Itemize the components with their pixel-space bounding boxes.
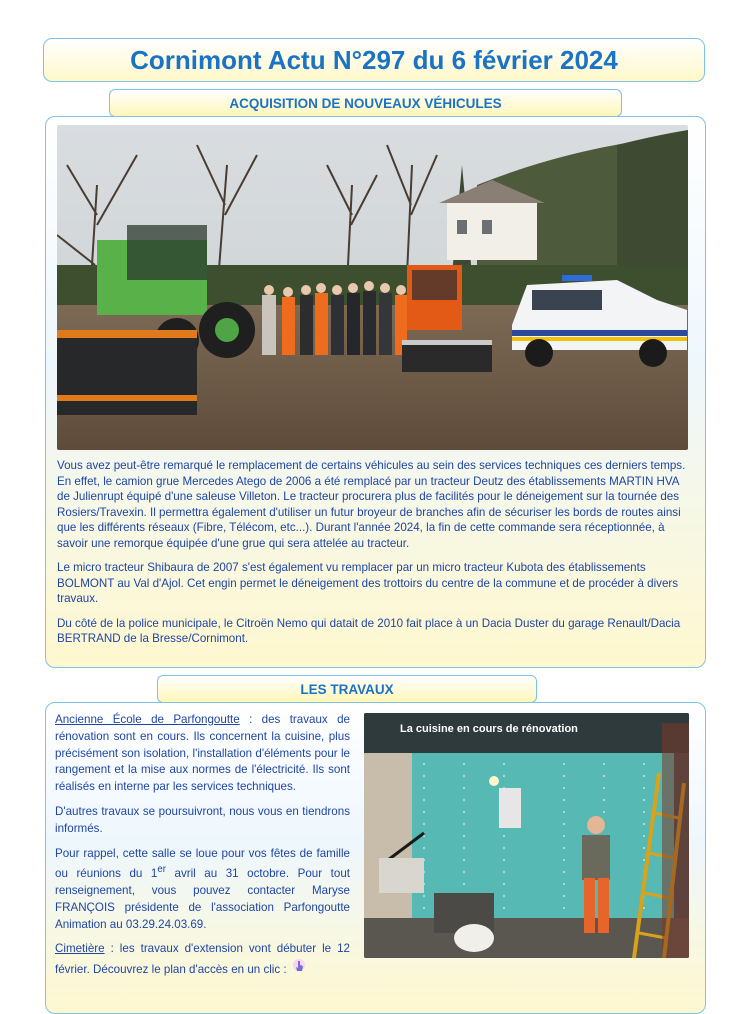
cimetiere-paragraph: [55, 941, 350, 982]
vehicles-paragraph: Le micro tracteur Shibaura de 2007 s'est également vu remplacer par un micro tracteur Kubota des établissements BOLMONT au Val d'Ajol. Cet engin permet le déneigement des trottoirs du centre de la commune et de procéder à divers travaux.: [57, 561, 679, 605]
vehicles-paragraph: Vous avez peut-être remarqué le remplacement de certains véhicules au sein des services techniques ces derniers temps. En effet, le camion grue Mercedes Atego de 2006 a été remplacé par un tracteur Deutz des établissements MARTIN HVA de Julienrupt équipé d'une saleuse Villeton. Le tracteur procurera plus de facilités pour le déneigement sur la tournée des Rosiers/Travexin. Il permettra également d'utiliser un futur broyeur de branches afin de sécuriser les bords de routes ainsi que les différents réseaux (Fibre, Télécom, etc...). Durant l'année 2024, la fin de cette commande sera réceptionnée, à savoir une remorque équipée d'une grue qui sera attelée au tracteur.: [57, 459, 686, 550]
newsletter-title: Cornimont Actu N°297 du 6 février 2024: [43, 38, 705, 82]
vehicles-article: [57, 458, 692, 656]
works-paragraph: D'autres travaux se poursuivront, nous vous en tiendrons informés.: [55, 804, 350, 835]
vehicles-photo: [57, 125, 688, 450]
section-vehicles-title: ACQUISITION DE NOUVEAUX VÉHICULES: [109, 89, 622, 117]
kitchen-photo-caption: La cuisine en cours de rénovation: [400, 723, 578, 735]
click-hand-icon[interactable]: [290, 958, 308, 982]
rental-text-b: avril au 31 octobre. Pour tout renseignement, vous pouvez contacter Maryse FRANÇOIS présidente de l'association Parfongoutte Animation au 03.29.24.03.69.: [55, 867, 350, 931]
ecole-heading: Ancienne École de Parfongoutte: [55, 713, 240, 726]
rental-paragraph: [55, 846, 350, 934]
ecole-paragraph: [55, 712, 350, 796]
works-article: [55, 712, 350, 990]
rental-text-a: Pour rappel, cette salle se loue pour vos fêtes de famille ou réunions du 1: [55, 846, 350, 881]
kitchen-photo: [364, 713, 689, 958]
rental-sup: er: [157, 864, 166, 876]
cimetiere-text: : les travaux d'extension vont débuter le 12 février. Découvrez le plan d'accès en un clic :: [55, 942, 350, 977]
cimetiere-heading: Cimetière: [55, 942, 105, 956]
vehicles-paragraph: Du côté de la police municipale, le Citroën Nemo qui datait de 2010 fait place à un Dacia Duster du garage Renault/Dacia BERTRAND de la Bresse/Cornimont.: [57, 616, 681, 645]
ecole-text: : des travaux de rénovation sont en cours. Ils concernent la cuisine, plus précisément son isolation, l'installation d'éléments pour le rangement et la mise aux normes de l'électricité. Ils sont réalisés en interne par les services techniques.: [55, 713, 350, 794]
section-works-title: LES TRAVAUX: [157, 675, 537, 703]
